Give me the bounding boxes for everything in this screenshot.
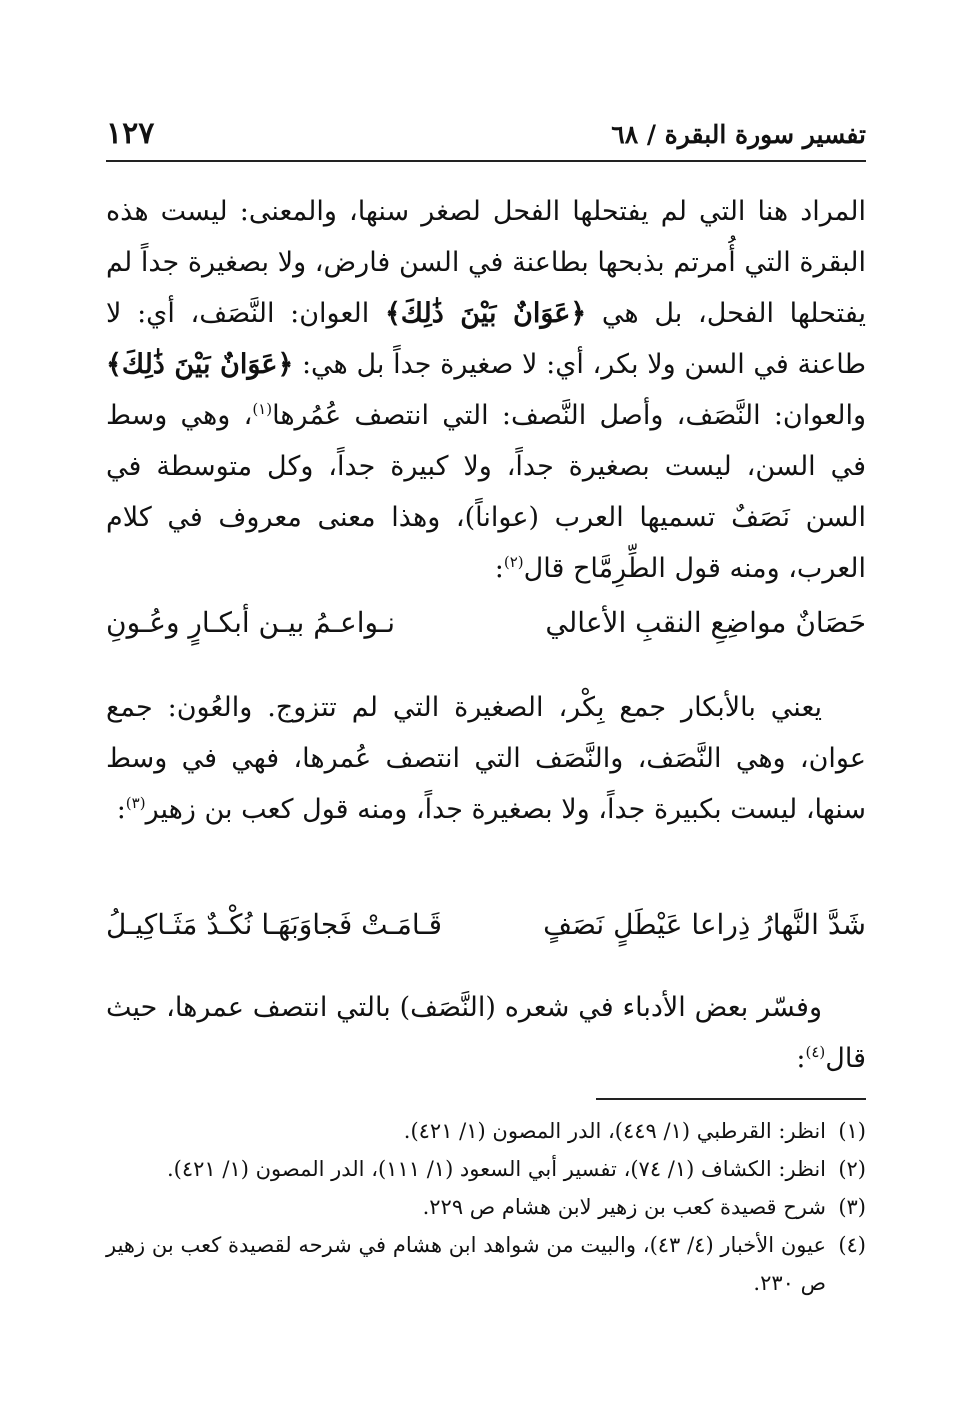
verse-1-hemistich-2: نـواعـمُ بيـن أبكـارٍ وعُـونِ bbox=[106, 606, 395, 639]
paragraph-1-text-1: المراد هنا التي لم يفتحلها الفحل لصغر سنها، والمعنى: ليست هذه البقرة التي أُمرتم بذبحها بطاعنة في السن فارض، ولا بصغيرة جداً لم يفتحلها الفحل، بل هي bbox=[106, 196, 866, 329]
running-title: تفسير سورة البقرة / ٦٨ bbox=[611, 120, 866, 149]
footnote-ref-3: (٣) bbox=[125, 794, 146, 812]
paragraph-1 bbox=[106, 186, 866, 594]
paragraph-3-text-1: وفسّر بعض الأدباء في شعره (النَّصَف) بالتي انتصف عمرها، حيث قال bbox=[106, 992, 866, 1074]
paragraph-1-text-4: ، وهي وسط في السن، ليست بصغيرة جداً، ولا كبيرة جداً، وكل متوسطة في السن نَصَفٌ تسميها العرب (عواناً)، وهذا معنى معروف في كلام العرب، ومنه قول الطِّرِمَّاح قال bbox=[106, 400, 866, 584]
paragraph-1-text-3: والعوان: النَّصَف، وأصل النَّصف: التي انتصف عُمُرها bbox=[272, 400, 867, 431]
footnote-text: انظر: الكشاف (١/ ٧٤)، تفسير أبي السعود (١/ ١١١)، الدر المصون (١/ ٤٢١). bbox=[166, 1157, 826, 1181]
footnote-ref-2: (٢) bbox=[503, 553, 524, 571]
footnote-number: (١) bbox=[838, 1119, 866, 1143]
header-rule bbox=[106, 160, 866, 162]
footnote-text: انظر: القرطبي (١/ ٤٤٩)، الدر المصون (١/ ٤٢١). bbox=[403, 1119, 826, 1143]
footnote-separator bbox=[596, 1098, 866, 1100]
footnote-number: (٣) bbox=[838, 1195, 866, 1219]
page-number: ١٢٧ bbox=[106, 116, 155, 151]
footnote-number: (٤) bbox=[838, 1233, 866, 1257]
poetry-verse-2 bbox=[106, 908, 866, 958]
footnote-text: عيون الأخبار (٤/ ٤٣)، والبيت من شواهد ابن هشام في شرحه لقصيدة كعب بن زهير ص ٢٣٠. bbox=[106, 1233, 826, 1295]
footnote-number: (٢) bbox=[838, 1157, 866, 1181]
paragraph-2-text-2: : bbox=[116, 794, 126, 825]
paragraph-1-text-5: : bbox=[494, 553, 504, 584]
quran-quote-1: ﴿عَوَانٌ بَيْنَ ذَٰلِكَ﴾ bbox=[384, 298, 587, 329]
paragraph-3-text-2: : bbox=[796, 1043, 806, 1074]
footnote-ref-1: (١) bbox=[252, 400, 273, 418]
verse-1-hemistich-1: حَصَانٌ مواضِعِ النقبِ الأعالي bbox=[545, 606, 866, 639]
quran-quote-2: ﴿عَوَانٌ بَيْنَ ذَٰلِكَ﴾ bbox=[106, 349, 294, 380]
footnote-ref-4: (٤) bbox=[805, 1043, 826, 1061]
verse-2-hemistich-1: شَدَّ النَّهارُ ذِراعا عَيْطَلٍ نَصَفٍ bbox=[543, 908, 866, 941]
footnote-text: شرح قصيدة كعب بن زهير لابن هشام ص ٢٢٩. bbox=[422, 1195, 826, 1219]
paragraph-2-text-1: يعني بالأبكار جمع بِكْر، الصغيرة التي لم تتزوج. والعُون: جمع عوان، وهي النَّصَف، والنَّصَف التي انتصف عُمرها، فهي في وسط سنها، ليست بكبيرة جداً، ولا بصغيرة جداً، ومنه قول كعب بن زهير bbox=[106, 692, 866, 825]
footnote-2 bbox=[106, 1150, 866, 1188]
verse-2-hemistich-2: قَـامَـتْ فَجاوَبَهَـا نُكْـدٌ مَثَـاكِيـلُ bbox=[106, 908, 442, 941]
page-header bbox=[106, 112, 866, 158]
poetry-verse-1 bbox=[106, 606, 866, 656]
paragraph-3 bbox=[106, 982, 866, 1084]
footnotes bbox=[106, 1112, 866, 1302]
footnote-4 bbox=[106, 1226, 866, 1302]
paragraph-2 bbox=[106, 682, 866, 835]
paragraph-1-text-2: العوان: النَّصَف، أي: لا طاعنة في السن ولا بكر، أي: لا صغيرة جداً بل هي: bbox=[106, 298, 866, 380]
footnote-3 bbox=[106, 1188, 866, 1226]
footnote-1 bbox=[106, 1112, 866, 1150]
